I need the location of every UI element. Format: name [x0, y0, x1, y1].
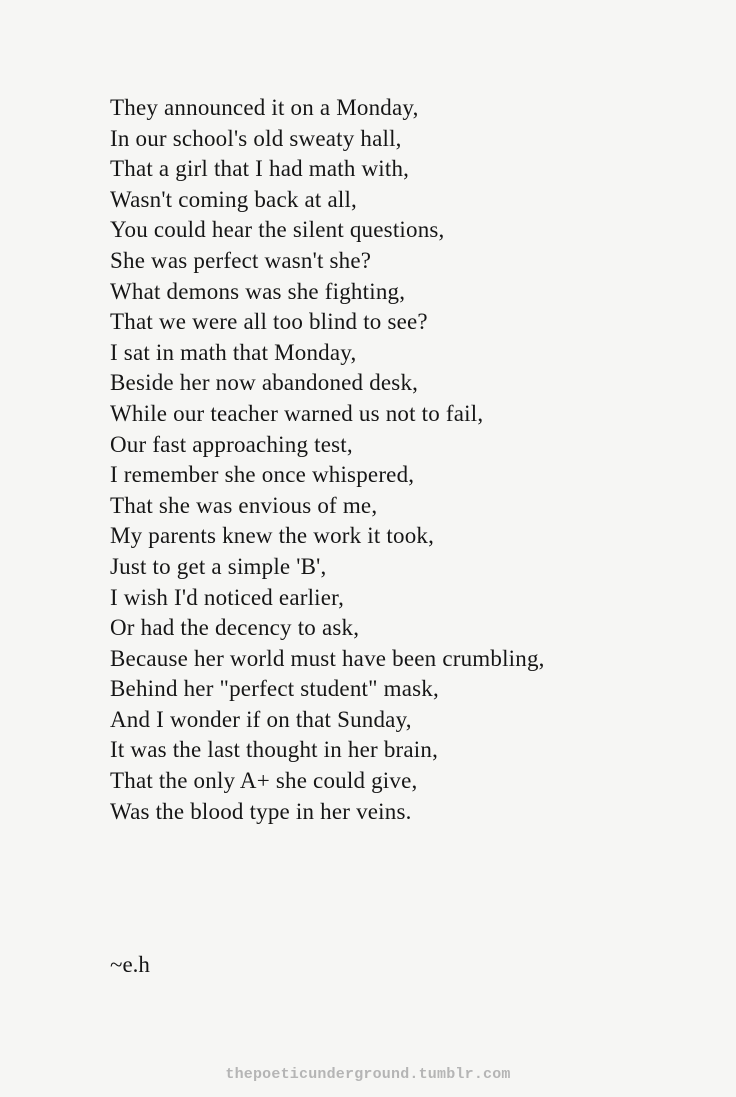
poem-line: Our fast approaching test,	[110, 431, 353, 457]
poem-line: I sat in math that Monday,	[110, 339, 357, 365]
poem-line: My parents knew the work it took,	[110, 523, 435, 549]
poem-line: Just to get a simple 'B',	[110, 553, 327, 579]
poem-line: What demons was she fighting,	[110, 278, 406, 304]
author-signature: ~e.h	[110, 952, 150, 977]
poem-line: You could hear the silent questions,	[110, 217, 445, 243]
poem-line: Beside her now abandoned desk,	[110, 370, 419, 396]
poem-line: That a girl that I had math with,	[110, 156, 410, 182]
poem-line: While our teacher warned us not to fail,	[110, 400, 484, 426]
poem-line: Wasn't coming back at all,	[110, 186, 358, 212]
poem-line: Behind her "perfect student" mask,	[110, 676, 439, 702]
poem-line: It was the last thought in her brain,	[110, 737, 439, 763]
poem-line: I wish I'd noticed earlier,	[110, 584, 345, 610]
poem-line: That we were all too blind to see?	[110, 309, 428, 335]
poem-line: Because her world must have been crumbling,	[110, 645, 545, 671]
poem-line: She was perfect wasn't she?	[110, 247, 372, 273]
poem-line: That the only A+ she could give,	[110, 768, 418, 794]
poem-line: In our school's old sweaty hall,	[110, 125, 402, 151]
poem-line: Was the blood type in her veins.	[110, 798, 412, 824]
poem-line: They announced it on a Monday,	[110, 95, 419, 120]
source-watermark: thepoeticunderground.tumblr.com	[225, 1066, 511, 1083]
poem-line: Or had the decency to ask,	[110, 615, 360, 641]
poem-body	[110, 93, 710, 827]
poem-line: That she was envious of me,	[110, 492, 378, 518]
poem-line: And I wonder if on that Sunday,	[110, 706, 412, 732]
poem-line: I remember she once whispered,	[110, 462, 415, 488]
